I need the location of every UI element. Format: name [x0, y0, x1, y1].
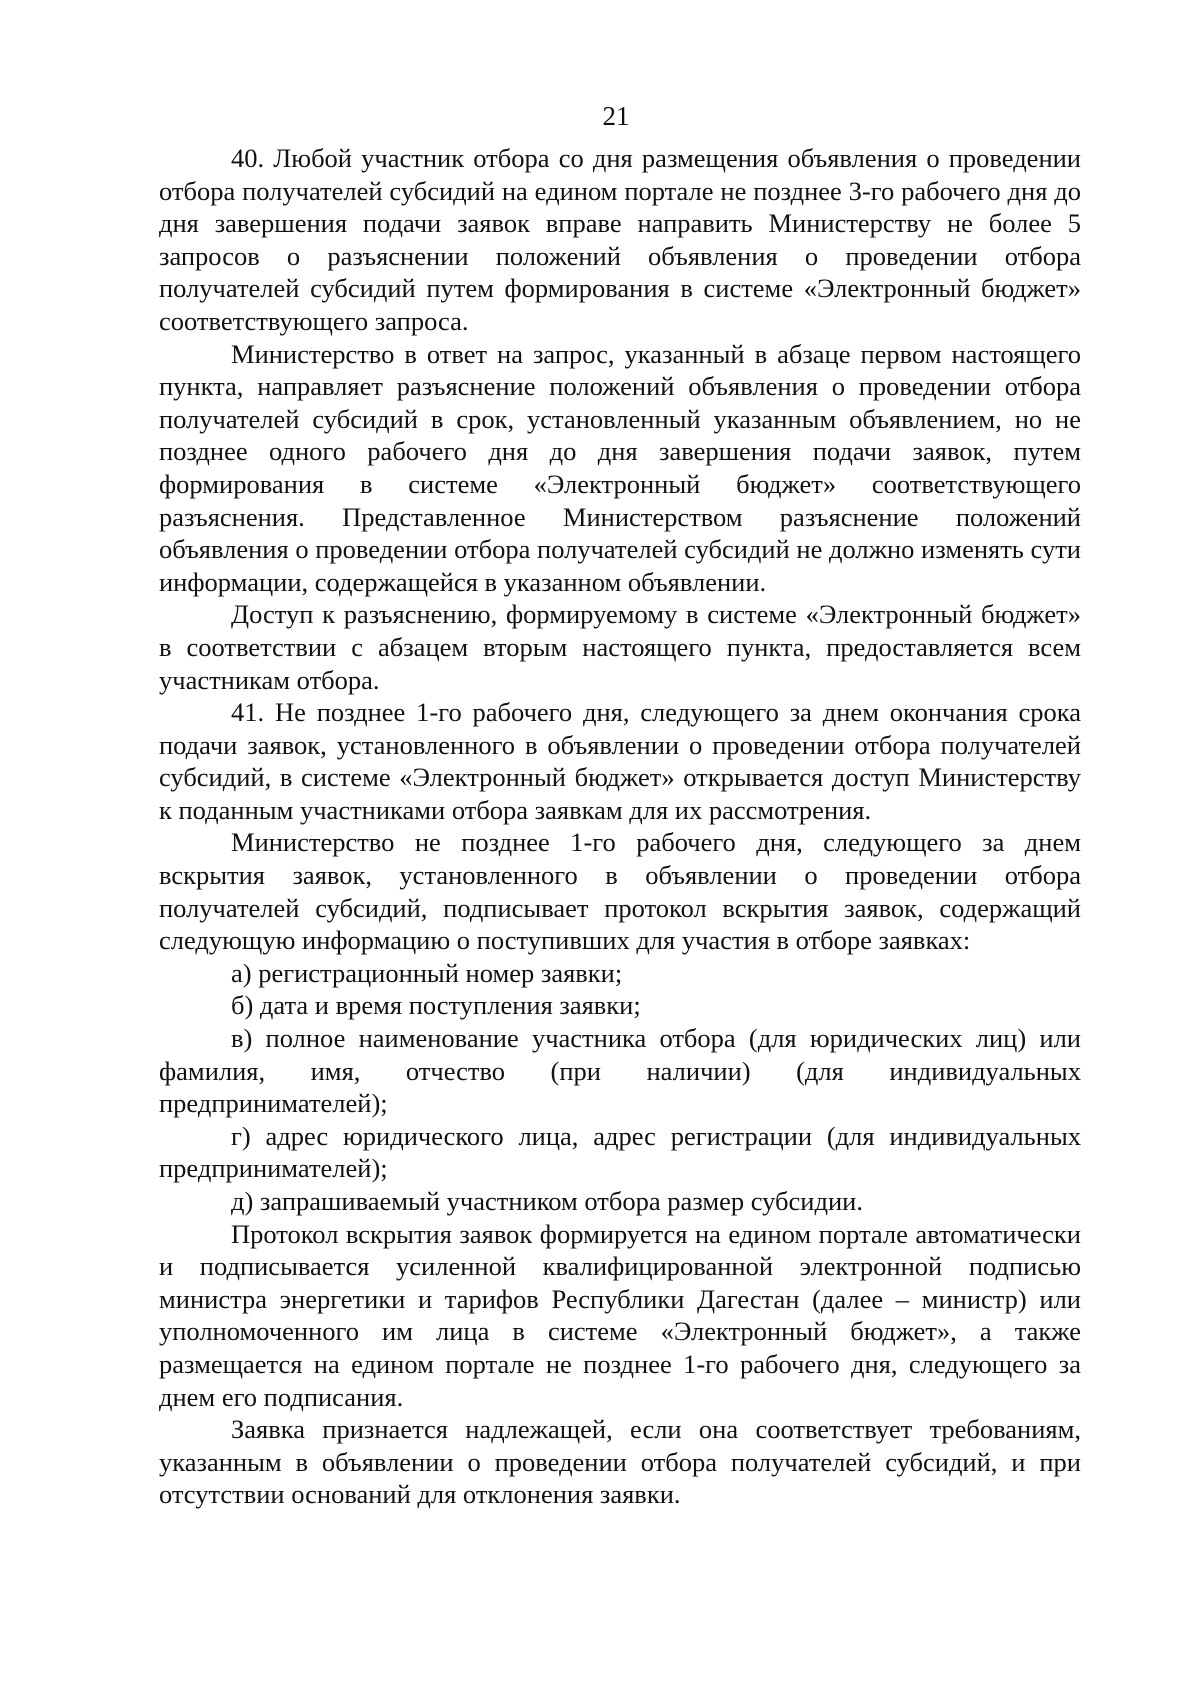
list-item-g: г) адрес юридического лица, адрес регистрации (для индивидуальных предпринимателей);	[159, 1120, 1081, 1184]
page-number: 21	[602, 101, 630, 131]
paragraph-access: Доступ к разъяснению, формируемому в системе «Электронный бюджет» в соответствии с абзацем вторым настоящего пункта, предоставляется всем участникам отбора.	[159, 599, 1081, 695]
paragraph-protocol-signing: Протокол вскрытия заявок формируется на едином портале автоматически и подписывается усиленной квалифицированной электронной подписью министра энергетики и тарифов Республики Дагестан (далее – министр) или уполномоченного им лица в системе «Электронный бюджет», а также размещается на едином портале не позднее 1-го рабочего дня, следующего за днем его подписания.	[159, 1218, 1081, 1412]
list-item-v: в) полное наименование участника отбора (для юридических лиц) или фамилия, имя, отчество (при наличии) (для индивидуальных предпринимателей);	[159, 1023, 1081, 1119]
paragraph-40: 40. Любой участник отбора со дня размещения объявления о проведении отбора получателей субсидий на едином портале не позднее 3-го рабочего дня до дня завершения подачи заявок вправе направить Министерству не более 5 запросов о разъяснении положений объявления о проведении отбора получателей субсидий путем формирования в системе «Электронный бюджет» соответствующего запроса.	[159, 143, 1081, 336]
list-item-b: б) дата и время поступления заявки;	[231, 990, 641, 1021]
paragraph-application-proper: Заявка признается надлежащей, если она соответствует требованиям, указанным в объявлении о проведении отбора получателей субсидий, и при отсутствии оснований для отклонения заявки.	[159, 1414, 1081, 1510]
paragraph-ministry-response: Министерство в ответ на запрос, указанный в абзаце первом настоящего пункта, направляет разъяснение положений объявления о проведении отбора получателей субсидий в срок, установленный указанным объявлением, но не позднее одного рабочего дня до дня завершения подачи заявок, путем формирования в системе «Электронный бюджет» соответствующего разъяснения. Представленное Министерством разъяснение положений объявления о проведении отбора получателей субсидий не должно изменять сути информации, содержащейся в указанном объявлении.	[159, 338, 1081, 597]
paragraph-41: 41. Не позднее 1-го рабочего дня, следующего за днем окончания срока подачи заявок, установленного в объявлении о проведении отбора получателей субсидий, в системе «Электронный бюджет» открывается доступ Министерству к поданным участниками отбора заявкам для их рассмотрения.	[159, 697, 1081, 825]
list-item-d: д) запрашиваемый участником отбора размер субсидии.	[231, 1186, 863, 1216]
document-body	[159, 142, 1081, 1511]
list-item-a: а) регистрационный номер заявки;	[231, 957, 623, 988]
paragraph-protocol-intro: Министерство не позднее 1-го рабочего дня, следующего за днем вскрытия заявок, установленного в объявлении о проведении отбора получателей субсидий, подписывает протокол вскрытия заявок, содержащий следующую информацию о поступивших для участия в отборе заявках:	[159, 827, 1081, 956]
